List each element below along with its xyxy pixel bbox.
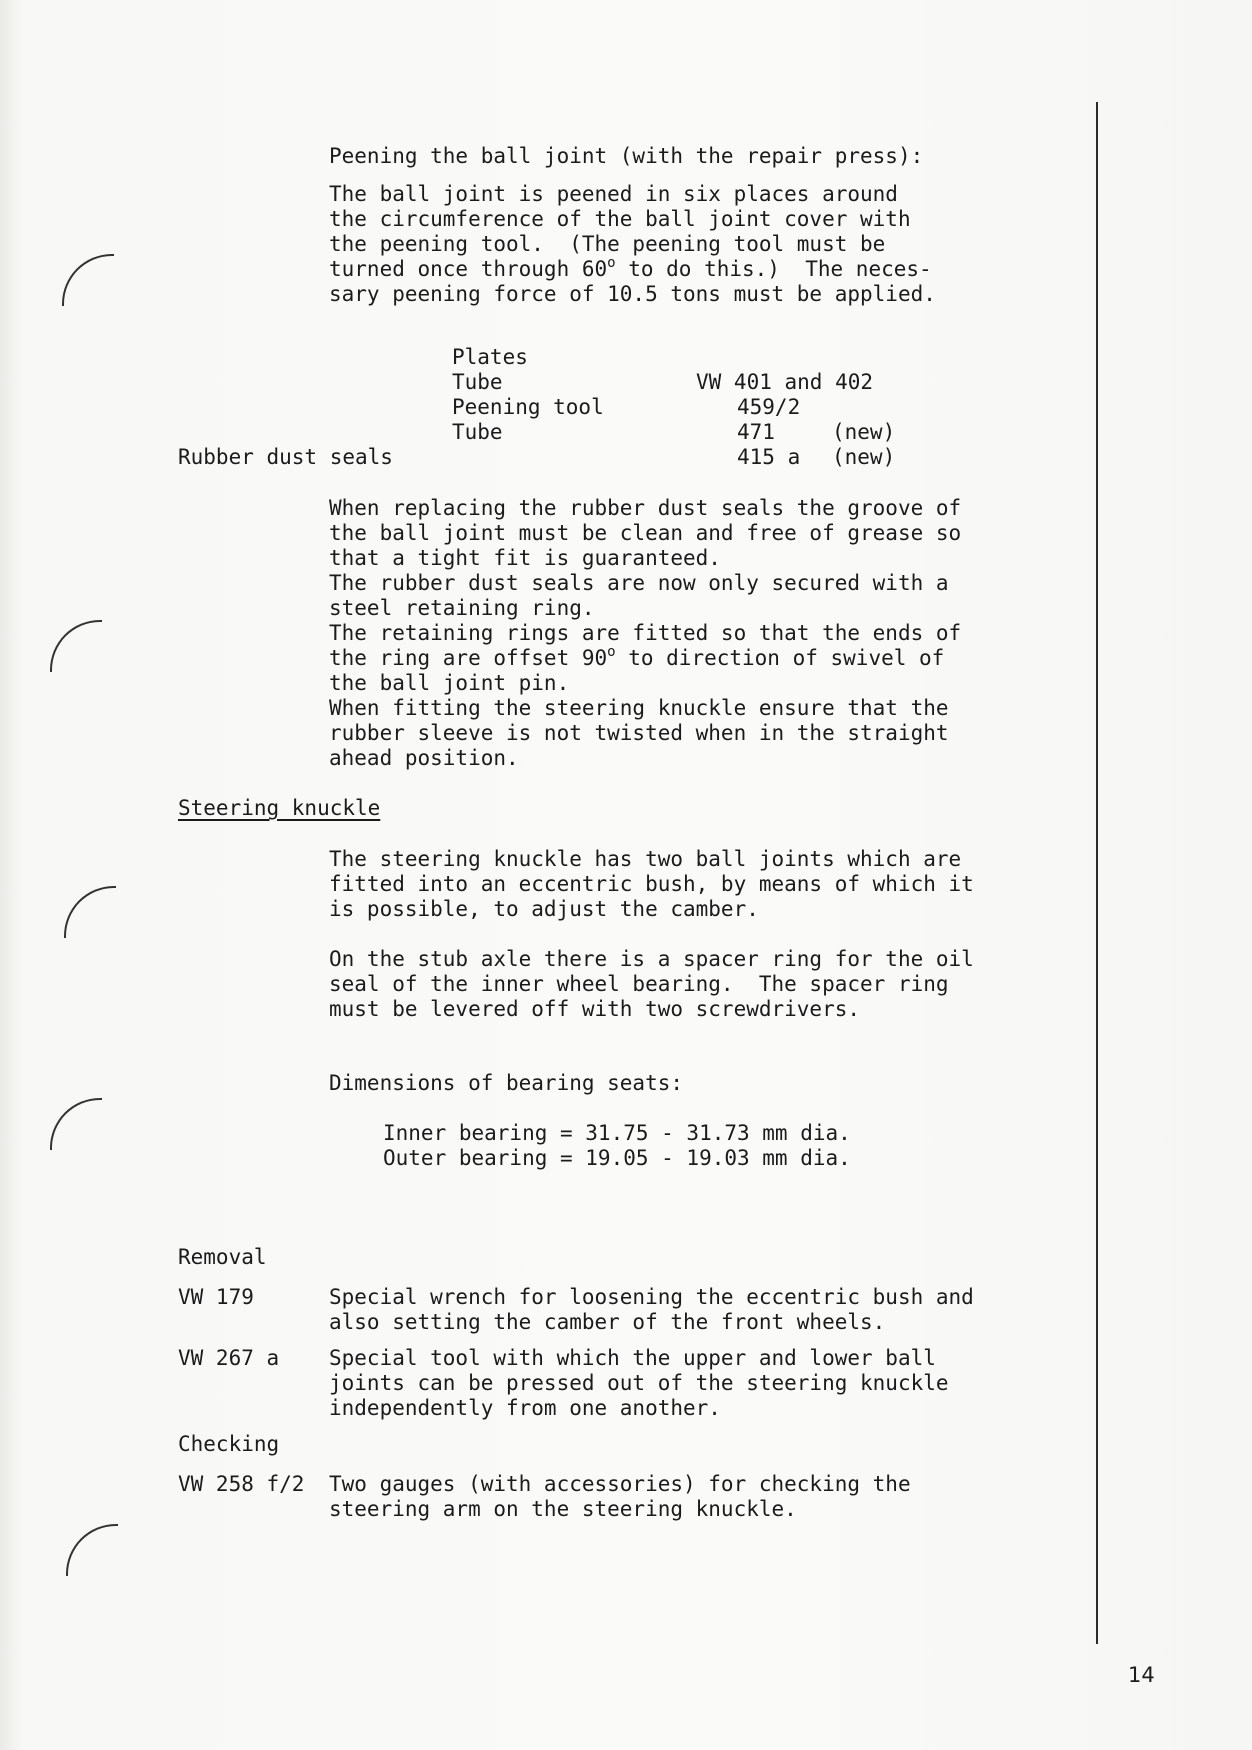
page-number: 14 [1128,1663,1155,1687]
checking-heading: Checking [178,1432,280,1456]
text-line: independently from one another. [329,1396,721,1420]
text-line: is possible, to adjust the camber. [329,897,759,921]
dimension-line: Inner bearing = 31.75 - 31.73 mm dia. [383,1121,851,1145]
text-line: When fitting the steering knuckle ensure that the [329,696,949,720]
text-line: also setting the camber of the front wheels. [329,1310,886,1334]
dimension-line: Outer bearing = 19.05 - 19.03 mm dia. [383,1146,851,1170]
peening-paragraph [329,182,936,307]
text-line: turned once through 60$^o$ to do this.) The neces- [329,255,932,281]
tool-term: VW 267 a [178,1346,280,1370]
text-line: ahead position. [329,746,519,770]
right-margin-rule [1096,102,1098,1644]
text-line: joints can be pressed out of the steering knuckle [329,1371,949,1395]
tool-number: 415 a [737,445,801,469]
rubber-paragraph [329,496,961,771]
text-line: the ball joint must be clean and free of grease so [329,521,962,545]
tool-note: (new) [832,445,896,469]
punch-hole-mark [50,1098,102,1150]
text-line: seal of the inner wheel bearing. The spacer ring [329,972,949,996]
text-line: the circumference of the ball joint cover with [329,207,911,231]
dimensions-list [383,1121,851,1171]
punch-hole-mark [62,254,114,306]
degree-mark: o [607,644,616,660]
text-line: Special wrench for loosening the eccentric bush and [329,1285,974,1309]
text-line: steel retaining ring. [329,596,595,620]
tool-note: (new) [832,420,896,444]
text-line: rubber sleeve is not twisted when in the straight [329,721,949,745]
tool-description [329,1285,974,1335]
text-line: The ball joint is peened in six places around [329,182,898,206]
tool-name: Tube [452,420,503,444]
text-line: The retaining rings are fitted so that the ends of [329,621,962,645]
punch-hole-mark [64,886,116,938]
tool-number: 459/2 [737,395,801,419]
heading-rubber-dust-seals: Rubber dust seals [178,445,393,469]
text-line: steering arm on the steering knuckle. [329,1497,797,1521]
text-line: sary peening force of 10.5 tons must be applied. [329,282,936,306]
text-line: the ring are offset 90$^o$ to direction of swivel of [329,644,945,670]
punch-hole-mark [50,620,102,672]
tool-term: VW 179 [178,1285,254,1309]
dimensions-heading: Dimensions of bearing seats: [329,1071,684,1095]
tool-number: 471 [737,420,775,444]
text-line: The rubber dust seals are now only secured with a [329,571,949,595]
heading-steering-knuckle: Steering knuckle [178,796,381,820]
text-line: When replacing the rubber dust seals the groove of [329,496,962,520]
text-line: The steering knuckle has two ball joints which are [329,847,962,871]
punch-hole-mark [66,1524,118,1576]
knuckle-paragraph [329,847,974,922]
tool-name: Peening tool [452,395,604,419]
text-line: the peening tool. (The peening tool must be [329,232,886,256]
removal-heading: Removal [178,1245,267,1269]
degree-mark: o [607,255,616,271]
text-line: Special tool with which the upper and lower ball [329,1346,936,1370]
text-line: fitted into an eccentric bush, by means of which it [329,872,974,896]
tools-table [452,320,896,469]
tool-term: VW 258 f/2 [178,1472,305,1496]
text-line: the ball joint pin. [329,671,570,695]
tool-name: Plates [452,345,528,369]
stub-axle-paragraph [329,947,974,1022]
tool-number: VW 401 and 402 [696,370,874,394]
text-line: that a tight fit is guaranteed. [329,546,721,570]
tool-description [329,1472,911,1522]
tool-name: Tube [452,370,503,394]
heading-peening: Peening the ball joint (with the repair press): [329,144,924,168]
tool-description [329,1346,949,1421]
text-line: On the stub axle there is a spacer ring for the oil [329,947,974,971]
text-line: Two gauges (with accessories) for checking the [329,1472,911,1496]
text-line: must be levered off with two screwdrivers. [329,997,861,1021]
